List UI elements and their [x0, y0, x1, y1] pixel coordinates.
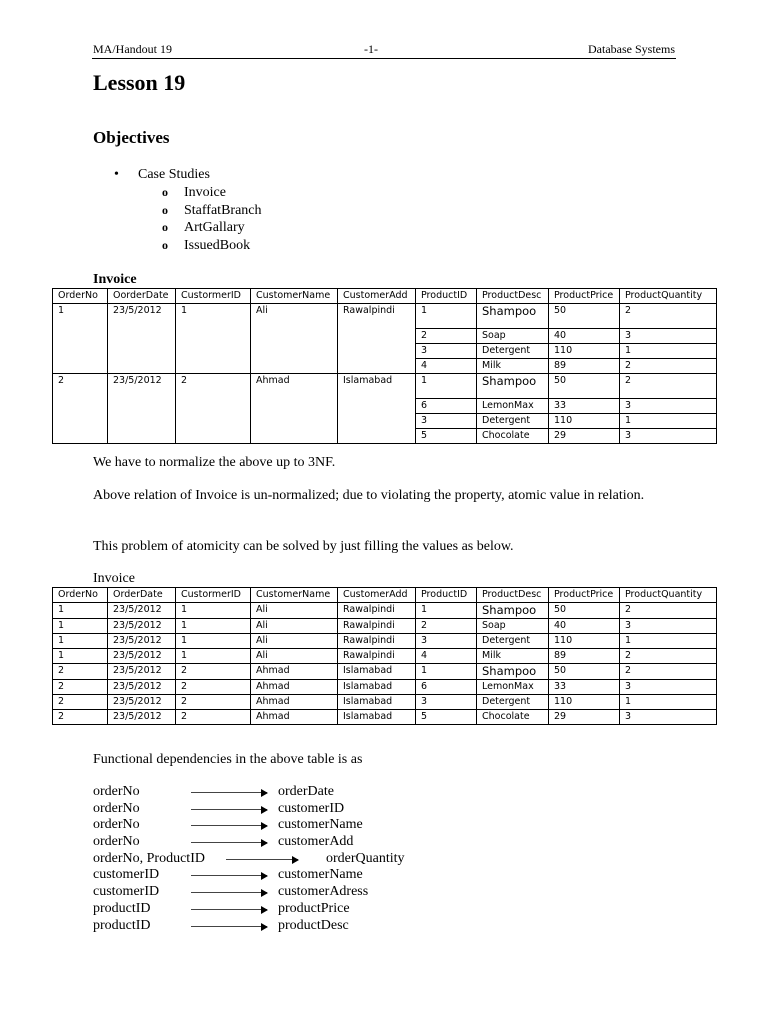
cell-cust: 1: [176, 304, 251, 374]
dependency-lhs: orderNo: [93, 834, 140, 850]
cell-customer-id: 2: [176, 680, 251, 695]
invoice-atomic-table: [52, 587, 717, 725]
sub-bullet-icon: o: [162, 202, 168, 217]
header-divider: [92, 58, 676, 59]
cell-product-qty: 1: [620, 344, 717, 359]
column-header: CustomerName: [251, 588, 338, 603]
cell-product-price: 29: [549, 710, 620, 725]
dependency-lhs: orderNo, ProductID: [93, 850, 205, 866]
arrow-icon: [191, 909, 267, 910]
dependency-rhs: customerName: [278, 867, 363, 883]
sub-bullet-icon: o: [162, 220, 168, 234]
cell-date: 23/5/2012: [108, 304, 176, 374]
paragraph-unnormalized: Above relation of Invoice is un-normalized; due to violating the property, atomic value in relation.: [93, 488, 645, 503]
arrow-icon: [191, 892, 267, 893]
dependency-rhs: orderDate: [278, 784, 334, 799]
dependency-lhs: productID: [93, 900, 151, 916]
column-header: ProductDesc: [477, 289, 549, 304]
cell-product-desc: Detergent: [477, 695, 549, 710]
objectives-heading: Objectives: [93, 128, 170, 147]
objectives-list: [114, 166, 262, 254]
arrow-icon: [191, 875, 267, 876]
table-row: [53, 664, 717, 680]
cell-cust: 2: [176, 374, 251, 444]
cell-product-price: 110: [549, 634, 620, 649]
cell-product-qty: 2: [620, 374, 717, 399]
table-row: [53, 710, 717, 725]
cell-order-date: 23/5/2012: [108, 695, 176, 710]
table-row: [53, 649, 717, 664]
cell-product-qty: 2: [620, 603, 717, 619]
cell-product-qty: 2: [620, 359, 717, 374]
cell-order-date: 23/5/2012: [108, 649, 176, 664]
cell-order-date: 23/5/2012: [108, 664, 176, 680]
cell-order-no: 1: [53, 649, 108, 664]
cell-product-qty: 3: [620, 710, 717, 725]
paragraph-normalize: We have to normalize the above up to 3NF.: [93, 455, 336, 470]
cell-product-desc: Shampoo: [477, 374, 549, 399]
table-row: [53, 603, 717, 619]
cell-product-id: 1: [416, 374, 477, 399]
cell-product-qty: 1: [620, 695, 717, 710]
column-header: ProductQuantity: [620, 588, 717, 603]
cell-product-qty: 2: [620, 304, 717, 329]
cell-product-id: 1: [416, 664, 477, 680]
cell-product-desc: Detergent: [477, 634, 549, 649]
cell-product-price: 40: [549, 329, 620, 344]
dependency-lhs: orderNo: [93, 784, 140, 799]
dependency-rhs: customerID: [278, 800, 345, 816]
arrow-icon: [191, 792, 267, 793]
cell-addr: Rawalpindi: [338, 304, 416, 374]
cell-product-id: 4: [416, 649, 477, 664]
case-study-label: StaffatBranch: [184, 202, 262, 218]
cell-product-price: 89: [549, 359, 620, 374]
cell-customer-name: Ali: [251, 649, 338, 664]
cell-order-no: 1: [53, 619, 108, 634]
column-header: OorderDate: [108, 289, 176, 304]
cell-product-id: 1: [416, 304, 477, 329]
cell-product-qty: 3: [620, 429, 717, 444]
header-left: MA/Handout 19: [93, 42, 172, 56]
cell-customer-add: Rawalpindi: [338, 634, 416, 649]
table-row: [53, 634, 717, 649]
cell-order-no: 2: [53, 695, 108, 710]
cell-customer-id: 1: [176, 634, 251, 649]
cell-product-id: 3: [416, 344, 477, 359]
cell-customer-add: Islamabad: [338, 710, 416, 725]
column-header: ProductID: [416, 289, 477, 304]
cell-product-qty: 3: [620, 619, 717, 634]
cell-product-price: 110: [549, 695, 620, 710]
cell-customer-add: Islamabad: [338, 664, 416, 680]
cell-customer-name: Ahmad: [251, 680, 338, 695]
cell-customer-add: Islamabad: [338, 680, 416, 695]
cell-customer-name: Ali: [251, 634, 338, 649]
cell-product-qty: 2: [620, 664, 717, 680]
cell-order: 1: [53, 304, 108, 374]
cell-customer-id: 1: [176, 603, 251, 619]
dependency-rhs: productDesc: [278, 917, 349, 933]
case-study-label: Invoice: [184, 185, 226, 200]
column-header: CustomerAdd: [338, 289, 416, 304]
cell-product-price: 33: [549, 680, 620, 695]
cell-product-desc: Soap: [477, 329, 549, 344]
column-header: OrderDate: [108, 588, 176, 603]
cell-name: Ahmad: [251, 374, 338, 444]
header-page-number: -1-: [364, 42, 378, 56]
column-header: ProductDesc: [477, 588, 549, 603]
cell-product-price: 89: [549, 649, 620, 664]
cell-product-price: 50: [549, 664, 620, 680]
cell-product-price: 33: [549, 399, 620, 414]
cell-product-price: 29: [549, 429, 620, 444]
cell-product-qty: 3: [620, 399, 717, 414]
cell-product-qty: 3: [620, 329, 717, 344]
cell-product-desc: LemonMax: [477, 399, 549, 414]
cell-customer-id: 2: [176, 695, 251, 710]
column-header: ProductPrice: [549, 588, 620, 603]
cell-product-qty: 1: [620, 634, 717, 649]
arrow-icon: [191, 825, 267, 826]
column-header: CustormerID: [176, 588, 251, 603]
cell-order-date: 23/5/2012: [108, 634, 176, 649]
table1-caption: Invoice: [93, 272, 137, 287]
dependency-lhs: productID: [93, 917, 151, 933]
table-row: [53, 374, 717, 399]
fd-intro: Functional dependencies in the above table is as: [93, 752, 363, 767]
table-row: [53, 695, 717, 710]
cell-customer-name: Ahmad: [251, 710, 338, 725]
cell-product-qty: 1: [620, 414, 717, 429]
dependency-rhs: customerAdress: [278, 884, 369, 900]
cell-order-no: 2: [53, 710, 108, 725]
case-study-label: ArtGallary: [184, 220, 245, 235]
column-header: CustomerAdd: [338, 588, 416, 603]
arrow-icon: [191, 926, 267, 927]
cell-product-id: 3: [416, 634, 477, 649]
dependency-rhs: customerName: [278, 817, 363, 833]
arrow-icon: [226, 859, 298, 860]
cell-customer-add: Islamabad: [338, 695, 416, 710]
cell-customer-name: Ahmad: [251, 695, 338, 710]
cell-customer-add: Rawalpindi: [338, 619, 416, 634]
cell-customer-id: 2: [176, 710, 251, 725]
cell-product-desc: LemonMax: [477, 680, 549, 695]
cell-date: 23/5/2012: [108, 374, 176, 444]
cell-customer-name: Ali: [251, 603, 338, 619]
arrow-icon: [191, 809, 267, 810]
cell-product-id: 3: [416, 695, 477, 710]
cell-addr: Islamabad: [338, 374, 416, 444]
dependency-lhs: orderNo: [93, 800, 140, 816]
cell-product-price: 50: [549, 374, 620, 399]
cell-product-desc: Shampoo: [477, 664, 549, 680]
sub-bullet-icon: o: [162, 237, 168, 252]
cell-product-qty: 2: [620, 649, 717, 664]
cell-customer-add: Rawalpindi: [338, 649, 416, 664]
cell-order-date: 23/5/2012: [108, 710, 176, 725]
case-study-label: IssuedBook: [184, 237, 251, 253]
table2-caption: Invoice: [93, 571, 135, 586]
cell-product-desc: Milk: [477, 649, 549, 664]
cell-product-id: 2: [416, 329, 477, 344]
invoice-unnormalized-table: [52, 288, 717, 444]
cell-product-price: 50: [549, 603, 620, 619]
sub-bullet-icon: o: [162, 185, 168, 199]
cell-order-date: 23/5/2012: [108, 680, 176, 695]
column-header: OrderNo: [53, 588, 108, 603]
cell-order-no: 1: [53, 603, 108, 619]
cell-customer-id: 2: [176, 664, 251, 680]
case-study-list: [114, 184, 262, 254]
cell-product-desc: Chocolate: [477, 429, 549, 444]
paragraph-atomicity: This problem of atomicity can be solved by just filling the values as below.: [93, 539, 514, 554]
case-study-item: [162, 237, 262, 255]
column-header: CustormerID: [176, 289, 251, 304]
dependency-rhs: productPrice: [278, 900, 350, 916]
cell-customer-id: 1: [176, 619, 251, 634]
cell-order-no: 1: [53, 634, 108, 649]
dependency-lhs: customerID: [93, 867, 160, 883]
column-header: CustomerName: [251, 289, 338, 304]
cell-product-id: 5: [416, 710, 477, 725]
dependency-rhs: customerAdd: [278, 834, 354, 850]
table-row: [53, 619, 717, 634]
cell-order-date: 23/5/2012: [108, 603, 176, 619]
cell-product-desc: Detergent: [477, 344, 549, 359]
case-study-item: [162, 184, 262, 202]
cell-customer-name: Ahmad: [251, 664, 338, 680]
header-right: Database Systems: [588, 42, 675, 56]
cell-order-date: 23/5/2012: [108, 619, 176, 634]
column-header: OrderNo: [53, 289, 108, 304]
cell-product-price: 110: [549, 414, 620, 429]
cell-product-id: 1: [416, 603, 477, 619]
cell-product-price: 110: [549, 344, 620, 359]
cell-product-id: 2: [416, 619, 477, 634]
cell-product-id: 5: [416, 429, 477, 444]
cell-product-desc: Detergent: [477, 414, 549, 429]
cell-name: Ali: [251, 304, 338, 374]
table-row: [53, 304, 717, 329]
cell-order: 2: [53, 374, 108, 444]
bullet-icon: •: [114, 167, 119, 182]
cell-customer-add: Rawalpindi: [338, 603, 416, 619]
cell-customer-id: 1: [176, 649, 251, 664]
cell-product-desc: Chocolate: [477, 710, 549, 725]
cell-product-price: 50: [549, 304, 620, 329]
cell-product-id: 6: [416, 399, 477, 414]
arrow-icon: [191, 842, 267, 843]
table-row: [53, 680, 717, 695]
cell-product-desc: Soap: [477, 619, 549, 634]
lesson-title: Lesson 19: [93, 70, 186, 95]
cell-product-price: 40: [549, 619, 620, 634]
cell-product-desc: Shampoo: [477, 603, 549, 619]
cell-product-id: 6: [416, 680, 477, 695]
cell-order-no: 2: [53, 664, 108, 680]
cell-product-id: 4: [416, 359, 477, 374]
cell-order-no: 2: [53, 680, 108, 695]
case-study-item: [162, 219, 262, 237]
dependency-rhs: orderQuantity: [326, 850, 405, 866]
dependency-lhs: customerID: [93, 884, 160, 900]
cell-product-desc: Milk: [477, 359, 549, 374]
dependency-lhs: orderNo: [93, 817, 140, 833]
column-header: ProductQuantity: [620, 289, 717, 304]
case-study-item: [162, 202, 262, 220]
cell-product-desc: Shampoo: [477, 304, 549, 329]
cell-product-id: 3: [416, 414, 477, 429]
objective-item: • Case Studies o Invoice o StaffatBranch o ArtGallary o IssuedBook: [114, 167, 262, 253]
cell-customer-name: Ali: [251, 619, 338, 634]
column-header: ProductPrice: [549, 289, 620, 304]
cell-product-qty: 3: [620, 680, 717, 695]
column-header: ProductID: [416, 588, 477, 603]
